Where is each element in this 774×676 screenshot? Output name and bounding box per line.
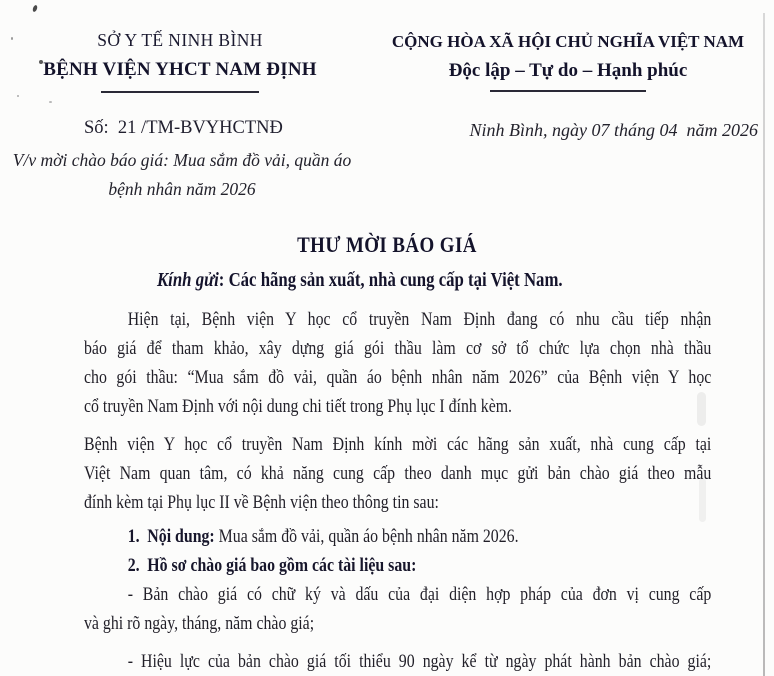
document-title: THƯ MỜI BÁO GIÁ (297, 232, 477, 257)
place-date-line: Ninh Bình, ngày 07 tháng 04 năm 2026 (469, 120, 758, 140)
text-line: - Hiệu lực của bản chào giá tối thiểu 90 ngày kể từ ngày phát hành bản chào giá; (127, 652, 712, 672)
text-line: đính kèm tại Phụ lục II về Bệnh viện theo thông tin sau: (84, 493, 439, 513)
scan-speck (17, 95, 19, 97)
motto-underline (490, 90, 646, 92)
item-label: Hồ sơ chào giá bao gồm các tài liệu sau: (147, 556, 417, 576)
item-number: 1. (127, 527, 140, 547)
document-number: Số: 21 /TM-BVYHCTNĐ (84, 118, 283, 138)
dash-item-1 (84, 581, 711, 639)
paragraph-1 (84, 306, 711, 422)
letterhead-underline (101, 91, 259, 93)
salutation-text: : Các hãng sản xuất, nhà cung cấp tại Việt Nam. (218, 270, 563, 291)
letterhead-left (28, 28, 332, 93)
subject-line: bệnh nhân năm 2026 (108, 179, 256, 199)
letterhead-right (368, 30, 768, 92)
text-line: báo giá để tham khảo, xây dựng giá gói thầu làm cơ sở tổ chức lựa chọn nhà thầu (84, 339, 712, 359)
scan-speck (49, 101, 52, 103)
salutation (157, 270, 563, 292)
paragraph-2 (84, 431, 711, 518)
numbered-item-2 (84, 552, 711, 581)
issuing-department: SỞ Y TẾ NINH BÌNH (97, 30, 263, 50)
national-motto: Độc lập – Tự do – Hạnh phúc (448, 60, 688, 81)
text-line: cổ truyền Nam Định với nội dung chi tiết trong Phụ lục I đính kèm. (84, 397, 513, 417)
salutation-label: Kính gửi (157, 270, 219, 291)
scan-speck (11, 37, 13, 40)
document-subject (6, 146, 358, 204)
text-line: - Bản chào giá có chữ ký và dấu của đại diện hợp pháp của đơn vị cung cấp (127, 585, 712, 605)
item-text: Mua sắm đồ vải, quần áo bệnh nhân năm 2026. (214, 527, 519, 547)
text-line: Việt Nam quan tâm, có khả năng cung cấp theo danh mục gửi bản chào giá theo mẫu (84, 464, 712, 484)
numbered-item-1 (84, 523, 711, 552)
dash-item-2 (84, 648, 711, 676)
text-line: Hiện tại, Bệnh viện Y học cổ truyền Nam Định đang có nhu cầu tiếp nhận (127, 310, 712, 330)
document-body (84, 306, 711, 676)
scan-page-edge-line (763, 13, 765, 676)
subject-line: V/v mời chào báo giá: Mua sắm đồ vải, quần áo (12, 150, 352, 170)
item-number: 2. (127, 556, 140, 576)
national-title: CỘNG HÒA XÃ HỘI CHỦ NGHĨA VIỆT NAM (391, 32, 745, 51)
text-line: cho gói thầu: “Mua sắm đồ vải, quần áo bệnh nhân năm 2026” của Bệnh viện Y học (84, 368, 712, 388)
item-label: Nội dung: (147, 527, 215, 547)
text-line: Bệnh viện Y học cổ truyền Nam Định kính mời các hãng sản xuất, nhà cung cấp tại (84, 435, 712, 455)
text-line: và ghi rõ ngày, tháng, năm chào giá; (84, 614, 315, 634)
hospital-name: BỆNH VIỆN YHCT NAM ĐỊNH (43, 59, 317, 80)
scan-speck (32, 5, 38, 13)
